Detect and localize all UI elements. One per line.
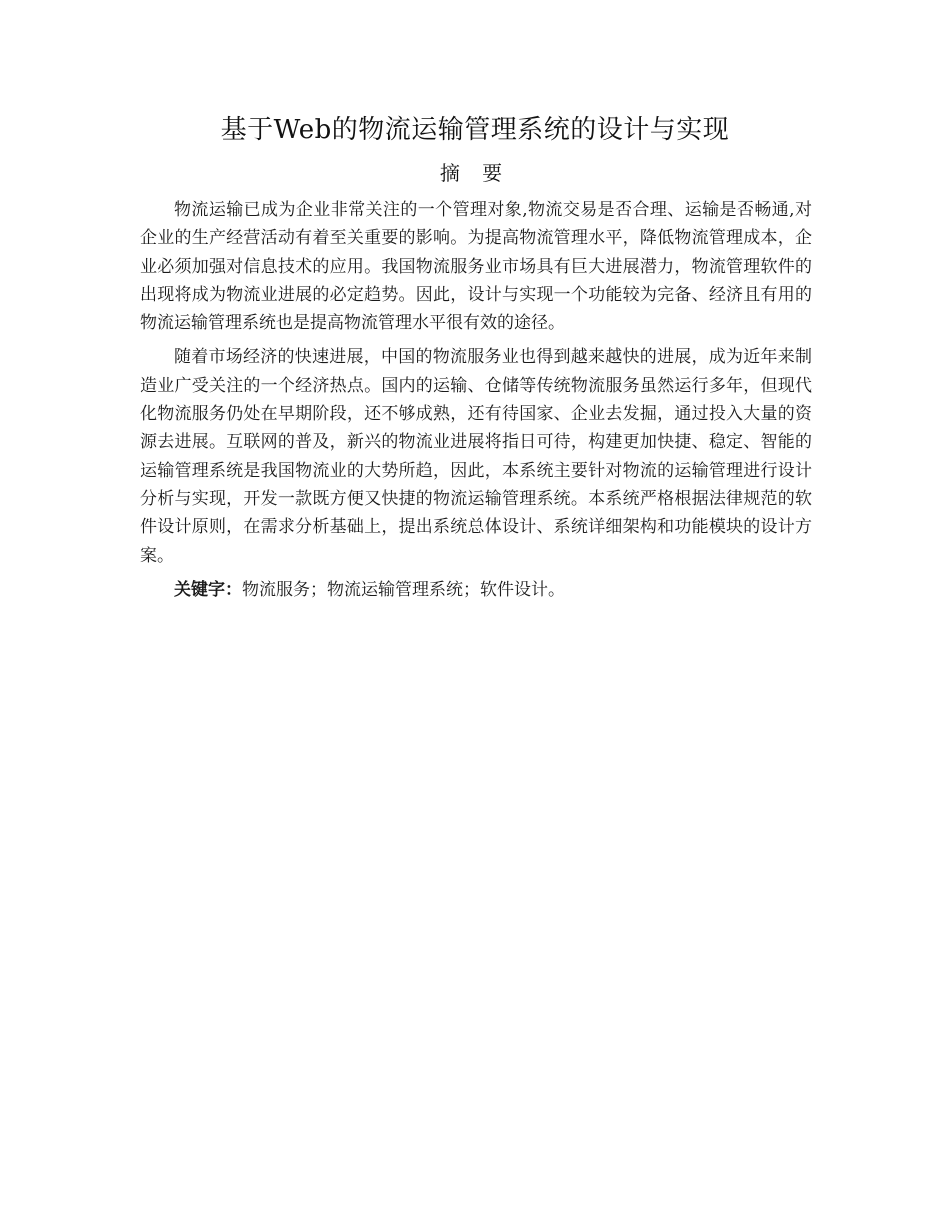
paper-title: 基于Web的物流运输管理系统的设计与实现 xyxy=(220,115,730,145)
abstract-paragraph-1: 物流运输已成为企业非常关注的一个管理对象,物流交易是否合理、运输是否畅通,对企业的生产经营活动有着至关重要的影响。为提高物流管理水平，降低物流管理成本，企业必须加强对信息技术的应用。我国物流服务业市场具有巨大进展潜力，物流管理软件的出现将成为物流业进展的必定趋势。因此，设计与实现一个功能较为完备、经济且有用的物流运输管理系统也是提高物流管理水平很有效的途径。 xyxy=(140,200,812,334)
keywords-label: 关键字： xyxy=(174,579,242,600)
abstract-paragraph-2: 随着市场经济的快速进展，中国的物流服务业也得到越来越快的进展，成为近年来制造业广受关注的一个经济热点。国内的运输、仓储等传统物流服务虽然运行多年，但现代化物流服务仍处在早期阶段，还不够成熟，还有待国家、企业去发掘，通过投入大量的资源去进展。互联网的普及，新兴的物流业进展将指日可待，构建更加快捷、稳定、智能的运输管理系统是我国物流业的大势所趋，因此，本系统主要针对物流的运输管理进行设计分析与实现，开发一款既方便又快捷的物流运输管理系统。本系统严格根据法律规范的软件设计原则，在需求分析基础上，提出系统总体设计、系统详细架构和功能模块的设计方案。 xyxy=(140,347,812,566)
keywords-line xyxy=(140,576,812,604)
abstract-body xyxy=(140,196,812,604)
keywords-text: 物流服务；物流运输管理系统；软件设计。 xyxy=(242,579,565,600)
abstract-heading: 摘 要 xyxy=(439,161,511,185)
